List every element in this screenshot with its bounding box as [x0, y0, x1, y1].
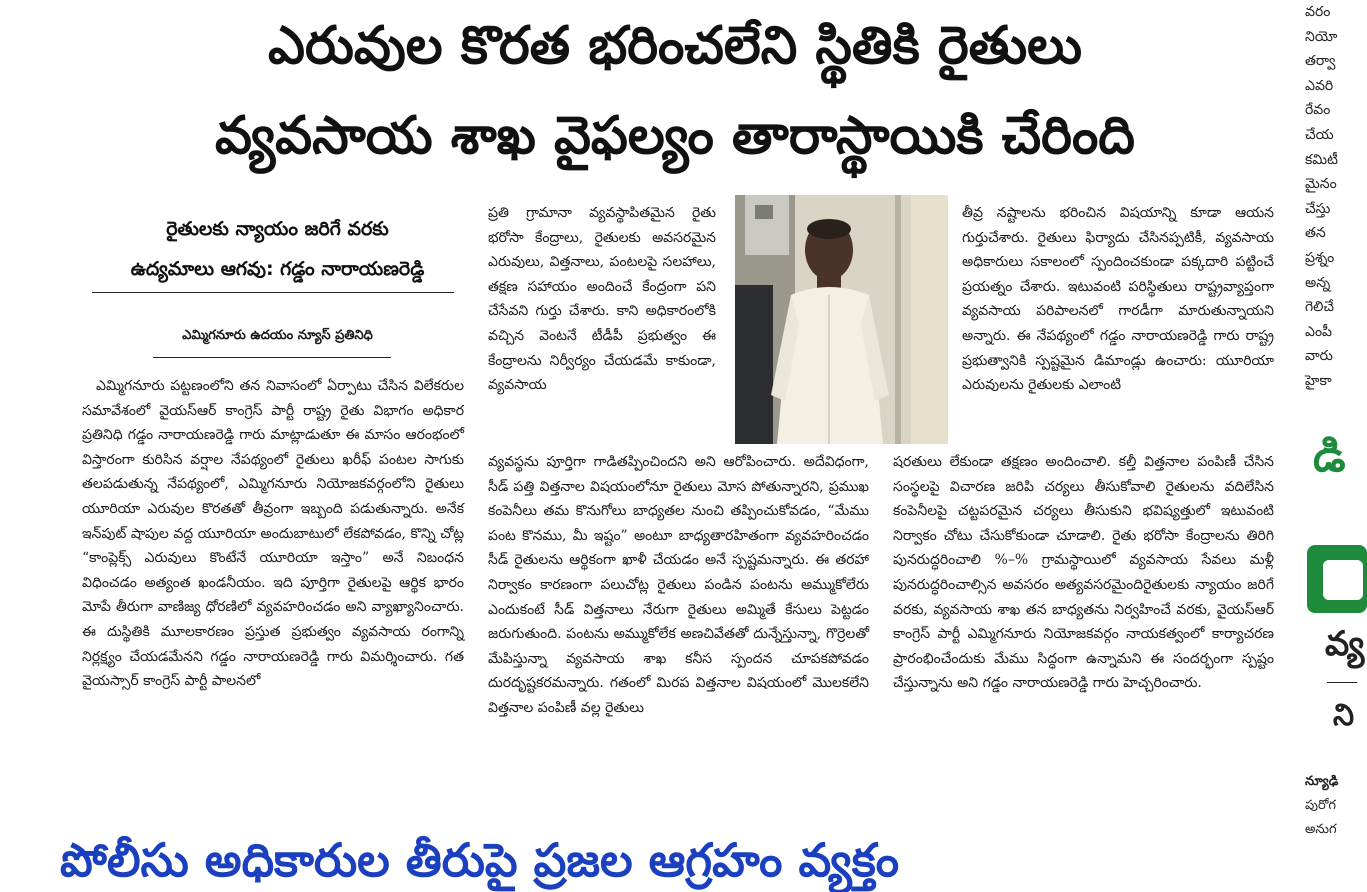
dateline-rule [153, 357, 391, 358]
neighbor-line: చేయ [1305, 126, 1334, 143]
neighbor-line: ప్రశ్నం [1305, 249, 1335, 266]
headline-line-2: వ్యవసాయ శాఖ వైఫల్యం తారాస్థాయికి చేరింది [214, 106, 1136, 166]
neighbor-line: హైకా [1305, 372, 1332, 389]
neighbor-green-heading: డి [1313, 431, 1346, 482]
neighbor-bottom-line: న్యూఢి [1305, 774, 1339, 789]
dateline: ఎమ్మిగనూరు ఉదయం న్యూస్ ప్రతినిధి [182, 328, 373, 343]
neighbor-line: చేస్తు [1305, 200, 1331, 217]
neighbor-line: ఎంపీ [1305, 323, 1333, 340]
next-article-headline: పోలీసు అధికారుల తీరుపై ప్రజల ఆగ్రహం వ్యక్తం [60, 833, 900, 887]
neighbor-line: గెలిచే [1305, 299, 1335, 316]
neighbor-line: తర్వా [1305, 53, 1336, 70]
subheadline-rule [92, 292, 454, 293]
adjacent-article-fragment [1305, 0, 1365, 850]
neighbor-heading-glyph: వ్య [1325, 624, 1365, 664]
neighbor-green-logo-inner [1323, 560, 1363, 600]
neighbor-line: తన [1305, 225, 1326, 242]
article-column-1: ఎమ్మిగనూరు పట్టణంలోని తన నివాసంలో ఏర్పాటు చేసిన విలేకరుల సమావేశంలో వైయస్ఆర్ కాంగ్రెస్ పార్టీ రాష్ట్ర రైతు విభాగం అధికార ప్రతినిధి గడ్డం నారాయణరెడ్డి గారు మాట్లాడుతూ ఈ మాసం ఆరంభంలో విస్తారంగా కురిసిన వర్షాల నేపథ్యంలో రైతులు ఖరీఫ్ పంటల సాగుకు తలపడుతున్న నేపథ్యంలో, ఎమ్మిగనూరు నియోజకవర్గంలోని రైతులు యూరియా ఎరువుల కొరతతో తీవ్రంగా ఇబ్బంది పడుతున్నారు. అనేక ఇన్‌పుట్ షాపుల వద్ద యూరియా అందుబాటులో లేకపోవడం, కొన్ని చోట్ల “కాంప్లెక్స్ ఎరువులు కొంటేనే యూరియా ఇస్తాం” అనే నిబంధన విధించడం అత్యంత ఖండనీయం. ఇది పూర్తిగా రైతులపై ఆర్థిక భారం మోపే తీరుగా వాణిజ్య ధోరణిలో వ్యవహరించడం అని వ్యాఖ్యానించారు. ఈ దుస్థితికి మూలకారణం ప్రస్తుత ప్రభుత్వం వ్యవసాయ రంగాన్ని నిర్లక్ష్యం చేయడమేనని గడ్డం నారాయణరెడ్డి గారు విమర్శించారు. గత వైయస్సార్ కాంగ్రెస్ పార్టీ పాలనలో [82, 378, 464, 690]
neighbor-line: అన్న [1305, 274, 1331, 291]
article-column-2-top: ప్రతి గ్రామానా వ్యవస్థాపితమైన రైతు భరోసా కేంద్రాలు, రైతులకు అవసరమైన ఎరువులు, విత్తనాలు, పంటలపై సలహాలు, తక్షణ సహాయం అందించే కేంద్రంగా పని చేసేవని గుర్తు చేశారు. కాని అధికారంలోకి వచ్చిన వెంటనే టీడీపీ ప్రభుత్వం ఈ కేంద్రాలను నిర్వీర్యం చేయడమే కాకుండా, వ్యవసాయ [488, 205, 716, 394]
neighbor-line: రేవం [1305, 102, 1331, 119]
article-column-3-bottom: షరతులు లేకుండా తక్షణం అందించాలి. కల్తీ విత్తనాల పంపిణీ చేసిన సంస్థలపై విచారణ జరిపి చర్యలు తీసుకోవాలి రైతులను వదిలేసిన కంపెనీలపై చట్టపరమైన చర్యలు తీసుకుని భవిష్యత్తులో ఇటువంటి నిర్వాకం చోటు చేసుకోకుండా చూడాలి. రైతు భరోసా కేంద్రాలను తిరిగి పునరుద్ధరించాలి %–% గ్రామస్థాయిలో వ్యవసాయ సేవలు మళ్లీ పునరుద్ధరించాల్సిన అవసరం అత్యవసరమైందిరైతులకు న్యాయం జరిగే వరకు, వ్యవసాయ శాఖ తన బాధ్యతను నిర్వహించే వరకు, వైయస్ఆర్ కాంగ్రెస్ పార్టీ ఎమ్మిగనూరు నియోజకవర్గం నాయకత్వంలో కార్యాచరణ ప్రారంభించేందుకు మేము సిద్ధంగా ఉన్నామని ఈ సందర్భంగా స్పష్టం చేస్తున్నాను అని గడ్డం నారాయణరెడ్డి గారు హెచ్చరించారు. [893, 454, 1274, 692]
subheadline-line-1: రైతులకు న్యాయం జరిగే వరకు [166, 218, 389, 240]
article-column-2-bottom: వ్యవస్థను పూర్తిగా గాడితప్పించిందని అని ఆరోపించారు. అదేవిధంగా, సీడ్ పత్తి విత్తనాల విషయంలోనూ రైతులు మోస పోతున్నారని, ప్రముఖ కంపెనీలు తమ కొనుగోలు బాధ్యతల నుంచి తప్పించుకోవడం, “మేము పంట కొనము, మీ ఇష్టం” అంటూ బాధ్యతారహితంగా వ్యవహరించడం సీడ్ రైతులను ఆర్థికంగా ఖాళీ చేయడం అనే స్పష్టమన్నారు. ఈ తరహా నిర్వాకం కారణంగా పలుచోట్ల రైతులు పండిన పంటను అమ్ముకోలేరు ఎందుకంటే సీడ్ విత్తనాలు నేరుగా రైతులు అమ్మితే కేసులు పెట్టడం జరుగుతుంది. పంటను అమ్ముకోలేక అణచివేతతో దున్నేస్తున్నా, గొర్రెలతో మేపిస్తున్నా వ్యవసాయ శాఖ కనీస స్పందన చూపకపోవడం దురదృష్టకరమన్నారు. గతంలో మిరప విత్తనాల విషయంలో మొలకలేని విత్తనాల పంపిణీ వల్ల రైతులు [488, 454, 869, 716]
article-column-3-top: తీవ్ర నష్టాలను భరించిన విషయాన్ని కూడా ఆయన గుర్తుచేశారు. రైతులు ఫిర్యాదు చేసినప్పటికీ, వ్యవసాయ అధికారులు సకాలంలో స్పందించకుండా పక్కదారి పట్టించే ప్రయత్నం చేశారు. ఇటువంటి పరిస్థితులు రాష్ట్రవ్యాప్తంగా వ్యవసాయ పరిపాలనలో గారడీగా మారుతున్నాయని అన్నారు. ఈ నేపథ్యంలో గడ్డం నారాయణరెడ్డి గారు రాష్ట్ర ప్రభుత్వానికి స్పష్టమైన డిమాండ్లు ఉంచారు: యూరియా ఎరువులను రైతులకు ఎలాంటి [962, 205, 1274, 394]
neighbor-line: కమిటీ [1305, 151, 1338, 168]
neighbor-line: మైనం [1305, 176, 1337, 193]
neighbor-heading-glyph: ని [1333, 698, 1355, 733]
neighbor-line: వరం [1305, 4, 1331, 20]
neighbor-line: ఎవరి [1305, 77, 1334, 94]
neighbor-bottom-line: పురోగ [1305, 798, 1336, 813]
subheadline-line-2: ఉద్యమాలు ఆగవు: గడ్డం నారాయణరెడ్డి [130, 258, 425, 280]
neighbor-line: వారు [1305, 348, 1333, 365]
portrait-photo [735, 195, 948, 444]
neighbor-bottom-text [1305, 770, 1338, 842]
neighbor-bottom-line: అనుగ [1305, 822, 1337, 837]
headline-line-1: ఎరువుల కొరత భరించలేని స్థితికి రైతులు [268, 16, 1082, 76]
neighbor-rule [1327, 682, 1357, 683]
neighbor-line: నియో [1305, 28, 1338, 45]
